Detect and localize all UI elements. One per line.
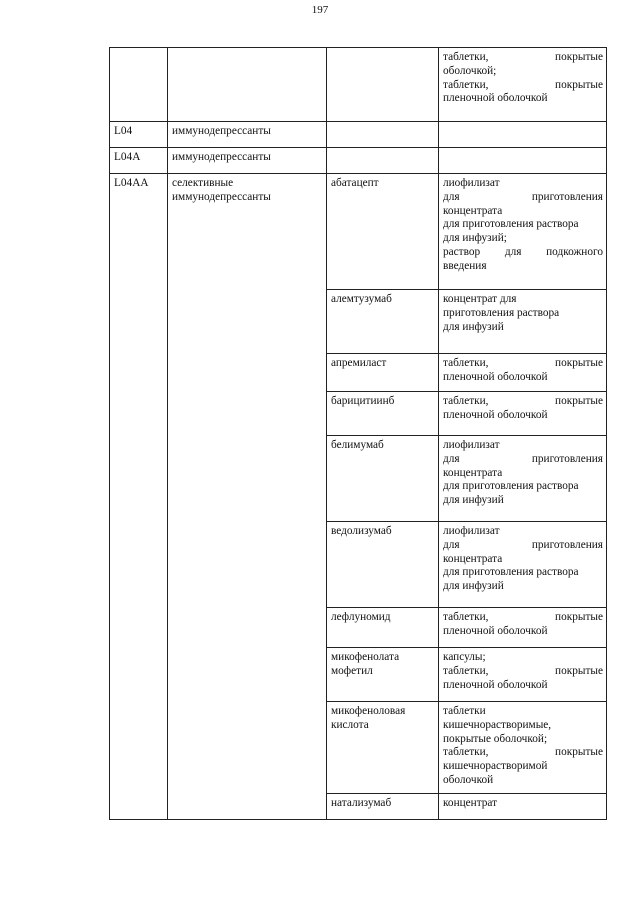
- group-name-cell: иммунодепрессанты: [168, 148, 327, 174]
- drug-name-cell: микофеноловая кислота: [327, 702, 439, 794]
- dosage-form-cell: [439, 354, 607, 392]
- dosage-form-line: таблетки: [443, 705, 486, 717]
- dosage-form-cell: [439, 148, 607, 174]
- dosage-form-line: таблетки, покрытые: [443, 664, 603, 677]
- page-number: 197: [311, 4, 329, 16]
- drug-name-cell: [327, 122, 439, 148]
- dosage-form-line: концентрата: [443, 466, 503, 479]
- dosage-form-line: оболочкой: [443, 773, 494, 786]
- dosage-form-line: таблетки, покрытые: [443, 746, 603, 759]
- atc-code-cell: L04AA: [110, 174, 168, 820]
- dosage-form-line: оболочкой;: [443, 64, 497, 77]
- dosage-form-line: для приготовления: [443, 190, 603, 203]
- drug-name-cell: абатацепт: [327, 174, 439, 290]
- dosage-form-line: для приготовления: [443, 538, 603, 551]
- group-name-cell: иммунодепрессанты: [168, 122, 327, 148]
- dosage-form-line: таблетки, покрытые: [443, 395, 603, 407]
- dosage-form-line: концентрата: [443, 552, 503, 565]
- dosage-form-line: для инфузий;: [443, 232, 507, 245]
- drug-name-cell: барицитиинб: [327, 392, 439, 436]
- drug-name-cell: [327, 148, 439, 174]
- dosage-form-line: лиофилизат: [443, 525, 500, 537]
- dosage-form-line: для приготовления раствора: [443, 480, 579, 493]
- dosage-form-line: концентрата: [443, 204, 503, 217]
- dosage-form-line: покрытые оболочкой;: [443, 732, 548, 745]
- drug-name-cell: натализумаб: [327, 794, 439, 820]
- dosage-form-line: лиофилизат: [443, 439, 500, 451]
- table-row: [110, 122, 607, 148]
- table-row: [110, 148, 607, 174]
- dosage-form-cell: [439, 522, 607, 608]
- dosage-form-line: пленочной оболочкой: [443, 92, 548, 105]
- dosage-form-line: раствор для подкожного: [443, 245, 603, 258]
- dosage-form-line: для инфузий: [443, 580, 504, 593]
- dosage-form-line: капсулы;: [443, 651, 486, 663]
- drug-name-cell: лефлуномид: [327, 608, 439, 648]
- dosage-form-line: пленочной оболочкой: [443, 370, 548, 383]
- dosage-form-line: для инфузий: [443, 494, 504, 507]
- dosage-form-line: таблетки, покрытые: [443, 51, 603, 63]
- dosage-form-cell: [439, 702, 607, 794]
- dosage-form-cell: [439, 648, 607, 702]
- drug-name-cell: белимумаб: [327, 436, 439, 522]
- dosage-form-cell: [439, 608, 607, 648]
- dosage-form-line: пленочной оболочкой: [443, 624, 548, 637]
- dosage-form-line: пленочной оболочкой: [443, 678, 548, 691]
- dosage-form-line: для приготовления раствора: [443, 566, 579, 579]
- dosage-form-line: лиофилизат: [443, 177, 500, 189]
- dosage-form-cell: [439, 794, 607, 820]
- dosage-form-line: кишечнорастворимой: [443, 760, 548, 773]
- dosage-form-cell: [439, 392, 607, 436]
- dosage-form-cell: [439, 122, 607, 148]
- dosage-form-cell: [439, 174, 607, 290]
- atc-code-cell: L04A: [110, 148, 168, 174]
- dosage-form-cell: [439, 436, 607, 522]
- dosage-form-line: таблетки, покрытые: [443, 357, 603, 369]
- dosage-form-line: концентрат: [443, 797, 498, 809]
- dosage-form-line: кишечнорастворимые,: [443, 718, 552, 731]
- table-row: [110, 174, 607, 290]
- atc-code-cell: [110, 48, 168, 122]
- dosage-form-line: таблетки, покрытые: [443, 611, 603, 623]
- dosage-form-line: введения: [443, 259, 487, 272]
- drug-name-cell: микофенолата мофетил: [327, 648, 439, 702]
- dosage-form-line: концентрат для: [443, 293, 517, 305]
- dosage-form-line: таблетки, покрытые: [443, 78, 603, 91]
- table-row: [110, 48, 607, 122]
- dosage-form-line: для приготовления: [443, 452, 603, 465]
- dosage-form-cell: [439, 48, 607, 122]
- drug-name-cell: ведолизумаб: [327, 522, 439, 608]
- dosage-form-line: для приготовления раствора: [443, 218, 579, 231]
- group-name-cell: селективные иммунодепрессанты: [168, 174, 327, 820]
- group-name-cell: [168, 48, 327, 122]
- drug-name-cell: апремиласт: [327, 354, 439, 392]
- drug-table: [109, 47, 607, 820]
- dosage-form-line: приготовления раствора: [443, 306, 560, 319]
- drug-name-cell: алемтузумаб: [327, 290, 439, 354]
- atc-code-cell: L04: [110, 122, 168, 148]
- dosage-form-line: пленочной оболочкой: [443, 408, 548, 421]
- drug-name-cell: [327, 48, 439, 122]
- dosage-form-line: для инфузий: [443, 320, 504, 333]
- dosage-form-cell: [439, 290, 607, 354]
